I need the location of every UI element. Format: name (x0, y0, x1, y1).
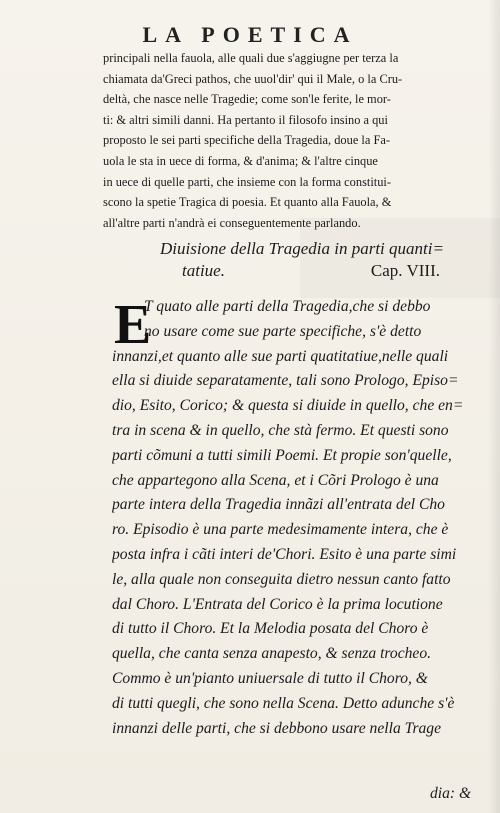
text-line: di tutto il Choro. Et la Melodia posata del Choro è (112, 620, 429, 638)
text-line: dio, Esito, Corico; & questa si diuide in quello, che en= (112, 397, 464, 415)
text-line: quella, che canta senza anapesto, & senza trocheo. (112, 645, 432, 663)
text-line: innanzi,et quanto alle sue parti quatitatiue,nelle quali (112, 347, 449, 365)
text-line: innanzi delle parti, che si debbono usare nella Trage (112, 719, 442, 737)
text-line: principali nella fauola, alle quali due s'aggiugne per terza la (103, 51, 399, 65)
text-line: ro. Episodio è una parte medesimamente intera, che è (112, 521, 449, 539)
text-line: all'altre parti n'andrà ei conseguentemente parlando. (103, 215, 361, 230)
upper-paragraph (103, 48, 487, 233)
chapter-title-line: Diuisione della Tragedia in parti quanti= (160, 239, 444, 258)
chapter-heading (160, 238, 480, 282)
text-line: dal Choro. L'Entrata del Corico è la prima locutione (112, 595, 443, 613)
text-line: scono la spetie Tragica di poesia. Et quanto alla Fauola, & (103, 195, 392, 210)
text-line: parte intera della Tragedia innãzi all'entrata del Cho (112, 496, 445, 514)
drop-cap-initial: E (114, 294, 152, 356)
text-line: T quato alle parti della Tragedia,che si debbo (144, 298, 431, 315)
text-line: chiamata da'Greci pathos, che uuol'dir' qui il Male, o la Cru- (103, 71, 403, 86)
text-line: posta infra i cãti interi de'Chori. Esito è una parte simi (112, 545, 457, 563)
text-line: ella si diuide separatamente, tali sono Prologo, Episo= (112, 372, 459, 390)
running-head: LA POETICA (142, 22, 358, 47)
text-line: deltà, che nasce nelle Tragedie; come son'le ferite, le mor- (103, 92, 391, 107)
text-line: uola le sta in uece di forma, & d'anima; & l'altre cinque (103, 153, 378, 168)
text-line: di tutti quegli, che sono nella Scena. Detto adunche s'è (112, 694, 455, 712)
chapter-number: Cap. VIII. (370, 261, 440, 280)
text-line: in uece di quelle parti, che insieme con la forma constitui- (103, 174, 391, 189)
body-tail-line: dia: & (430, 785, 472, 802)
text-line: Commo è un'pianto uniuersale di tutto il Choro, & (112, 669, 428, 687)
chapter-title-continuation: tatiue. (182, 261, 225, 280)
page-edge-shadow (488, 0, 500, 813)
text-line: tra in scena & in quello, che stà fermo. Et questi sono (112, 421, 449, 439)
text-line: no usare come sue parte specifiche, s'è detto (144, 322, 422, 340)
text-line: proposto le sei parti specifiche della Tragedia, doue la Fa- (103, 133, 390, 148)
text-line: parti cõmuni a tutti simili Poemi. Et propie son'quelle, (112, 446, 452, 464)
text-line: ti: & altri simili danni. Ha pertanto il filosofo insino a qui (103, 112, 388, 127)
text-line: che appartegono alla Scena, et i Cõri Prologo è una (112, 471, 439, 489)
text-line: le, alla quale non conseguita dietro nessun canto fatto (112, 570, 451, 588)
body-paragraph (112, 295, 487, 741)
